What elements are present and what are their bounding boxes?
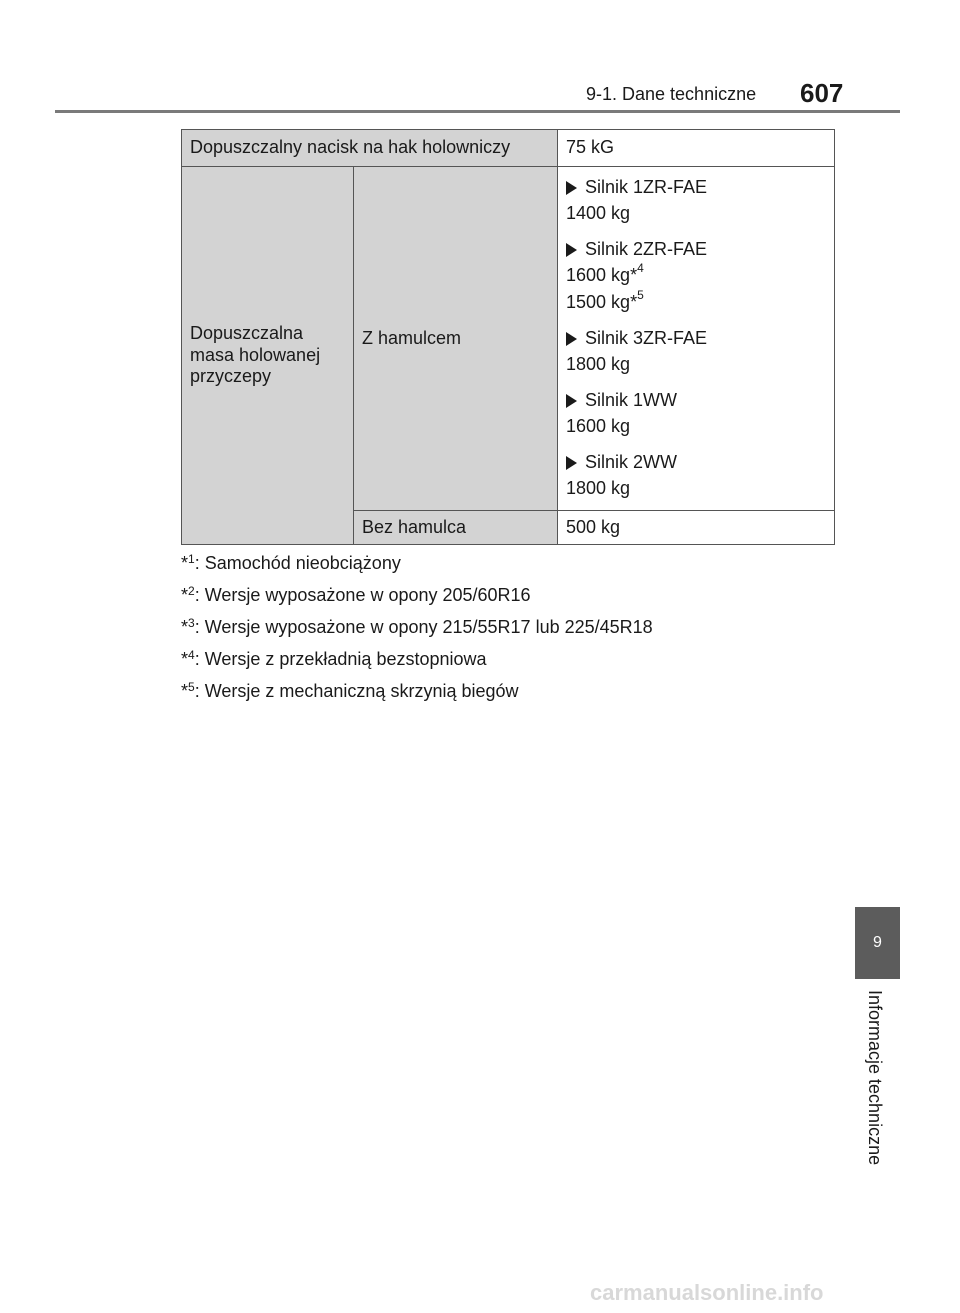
footnote: *$^5$: Wersje z mechaniczną skrzynią biegów <box>181 680 519 701</box>
table-row <box>182 130 835 167</box>
footnote-ref: 4 <box>637 261 644 276</box>
braked-options <box>558 167 835 511</box>
trailer-mass-label: Dopuszczalna masa holowanej przyczepy <box>182 167 354 545</box>
tongue-load-label: Dopuszczalny nacisk na hak holowniczy <box>182 130 558 167</box>
engine-option <box>566 326 826 378</box>
table-row <box>182 167 835 511</box>
engine-option <box>566 450 826 502</box>
engine-name: Silnik 3ZR-FAE <box>585 327 708 348</box>
arrow-right-icon <box>566 456 577 470</box>
chapter-tab: 9 <box>855 907 900 979</box>
footnote-ref: 5 <box>637 288 644 303</box>
footnotes <box>181 548 653 708</box>
tongue-load-value: 75 kG <box>558 130 835 167</box>
arrow-right-icon <box>566 394 577 408</box>
braked-label: Z hamulcem <box>354 167 558 511</box>
page-number: 607 <box>800 78 844 108</box>
watermark: carmanualsonline.info <box>590 1280 824 1305</box>
arrow-right-icon <box>566 332 577 346</box>
header-rule <box>55 110 900 113</box>
footnote: *$^1$: Samochód nieobciążony <box>181 552 401 573</box>
engine-option <box>566 175 826 227</box>
arrow-right-icon <box>566 243 577 257</box>
unbraked-label: Bez hamulca <box>354 511 558 545</box>
unbraked-value: 500 kg <box>558 511 835 545</box>
engine-mass: 1600 kg <box>566 415 631 436</box>
chapter-label: Informacje techniczne <box>865 990 885 1166</box>
arrow-right-icon <box>566 181 577 195</box>
engine-name: Silnik 1ZR-FAE <box>585 176 708 197</box>
engine-option <box>566 388 826 440</box>
footnote: *$^4$: Wersje z przekładnią bezstopniowa <box>181 648 487 669</box>
engine-name: Silnik 1WW <box>585 389 678 410</box>
engine-name: Silnik 2WW <box>585 451 678 472</box>
engine-mass: 1800 kg <box>566 477 631 498</box>
engine-mass: 1800 kg <box>566 353 631 374</box>
footnote: *$^3$: Wersje wyposażone w opony 215/55R17 lub 225/45R18 <box>181 616 653 637</box>
engine-name: Silnik 2ZR-FAE <box>585 238 708 259</box>
spec-table <box>181 129 835 545</box>
section-title: 9-1. Dane techniczne <box>586 84 757 104</box>
engine-mass: 1600 kg* <box>566 264 638 285</box>
footnote: *$^2$: Wersje wyposażone w opony 205/60R16 <box>181 584 531 605</box>
engine-option <box>566 237 826 316</box>
engine-mass: 1400 kg <box>566 202 631 223</box>
engine-mass: 1500 kg* <box>566 291 638 312</box>
